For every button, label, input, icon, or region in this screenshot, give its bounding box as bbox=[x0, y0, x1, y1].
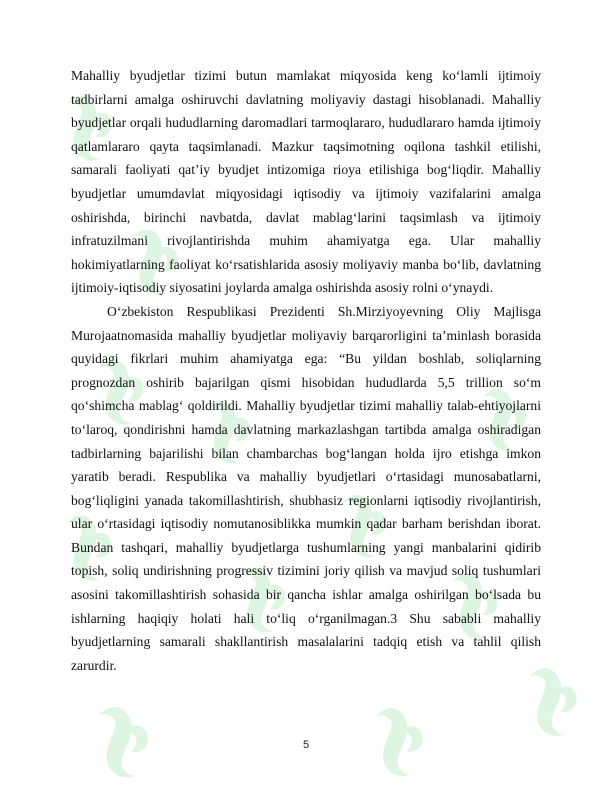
page-number: 5 bbox=[302, 739, 310, 751]
paragraph-1: Mahalliy byudjetlar tizimi butun mamlakat miqyosida keng koʻlamli ijtimoiy tadbirlarni amalga oshiruvchi davlatning moliyaviy dastagi hisoblanadi. Mahalliy byudjetlar orqali hududlarning daromadlari tarmoqlararo, hududlararo hamda ijtimoiy qatlamlararo qayta taqsimlanadi. Mazkur taqsimotning oqilona tashkil etilishi, samarali faoliyati qatʼiy byudjet intizomiga rioya etilishiga bogʻliqdir. Mahalliy byudjetlar umumdavlat miqyosidagi iqtisodiy va ijtimoiy vazifalarini amalga oshirishda, birinchi navbatda, davlat mablagʻlarini taqsimlash va ijtimoiy infratuzilmani rivojlantirishda muhim ahamiyatga ega. Ular mahalliy hokimiyatlarning faoliyat koʻrsatishlarida asosiy moliyaviy manba boʻlib, davlatning ijtimoiy-iqtisodiy siyosatini joylarda amalga oshirishda asosiy rolni oʻynaydi. bbox=[71, 68, 541, 296]
document-body bbox=[71, 64, 541, 677]
paragraph-2: Oʻzbekiston Respublikasi Prezidenti Sh.Mirziyoyevning Oliy Majlisga Murojaatnomasida mahalliy byudjetlar moliyaviy barqarorligini taʼminlash borasida quyidagi fikrlari muhim ahamiyatga ega: “Bu yildan boshlab, soliqlarning prognozdan oshirib bajarilgan qismi hisobidan hududlarda 5,5 trillion soʻm qoʻshimcha mablagʻ qoldirildi. Mahalliy byudjetlar tizimi mahalliy talab-ehtiyojlarni toʻlaroq, qondirishni hamda davlatning markazlashgan tartibda amalga oshiradigan tadbirlarning bajarilishi bilan chambarchas bogʻlangan holda ijro etishga imkon yaratib beradi. Respublika va mahalliy byudjetlari oʻrtasidagi munosabatlarni, bogʻliqligini yanada takomillashtirish, shubhasiz regionlarni iqtisodiy rivojlantirish, ular oʻrtasidagi iqtisodiy nomutanosiblikka mumkin qadar barham berishdan iborat. Bundan tashqari, mahalliy byudjetlarga tushumlarning yangi manbalarini qidirib topish, soliq undirishning progressiv tizimini joriy qilish va mavjud soliq tushumlari asosini takomillashtirish sohasida bir qancha ishlar amalga oshirilgan boʻlsada bu ishlarning haqiqiy holati hali toʻliq oʻrganilmagan.3 Shu sababli mahalliy byudjetlarning samarali shakllantirish masalalarini tadqiq etish va tahlil qilish zarurdir. bbox=[71, 303, 541, 673]
